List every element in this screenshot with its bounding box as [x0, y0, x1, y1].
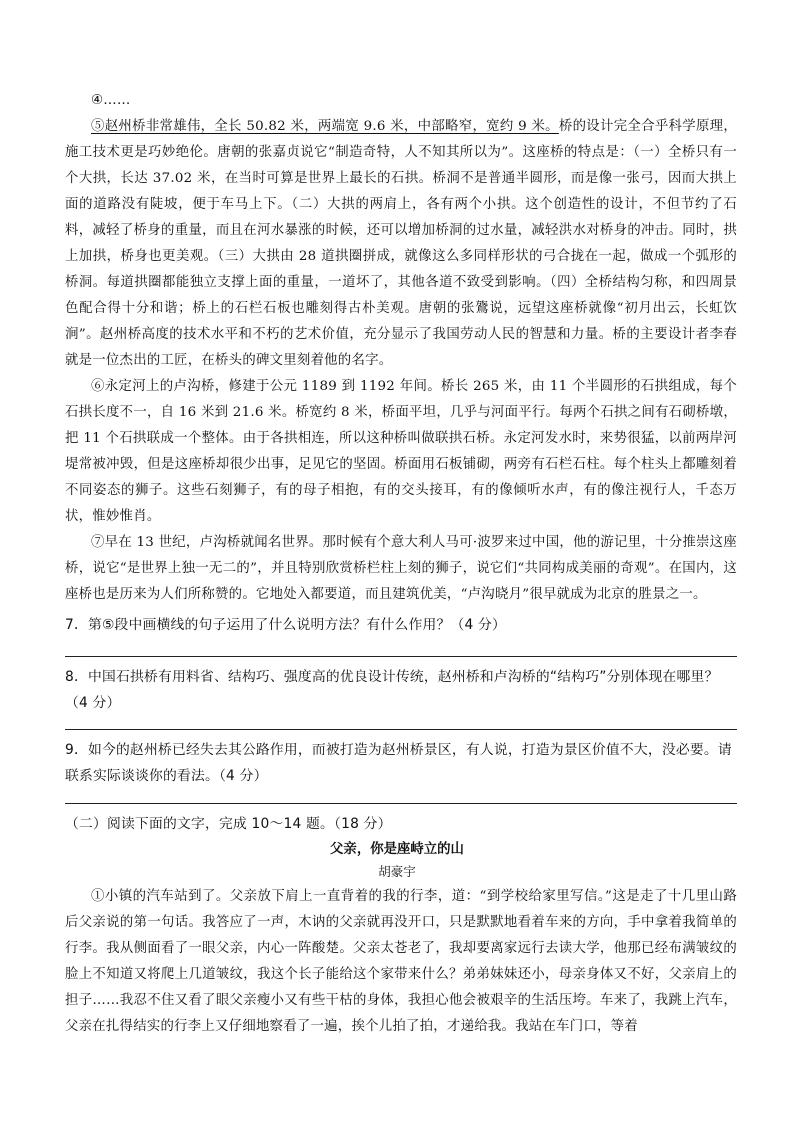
- question-9: 9．如今的赵州桥已经失去其公路作用，而被打造为赵州桥景区，有人说，打造为景区价值不大，没必要。请联系实际谈谈你的看法。（4 分）: [65, 742, 732, 784]
- article-title: 父亲，你是座峙立的山: [330, 841, 464, 857]
- paragraph-4: ④……: [91, 93, 131, 108]
- answer-line-8[interactable]: [65, 729, 737, 730]
- paragraph-5: [65, 114, 737, 374]
- passage-two: [65, 884, 737, 1040]
- paragraph-7: ⑦早在 13 世纪，卢沟桥就闻名世界。那时候有个意大利人马可·波罗来过中国，他的游记里，十分推崇这座桥，说它“是世界上独一无二的”，并且特别欣赏桥栏柱上刻的狮子，说它们“共同构成美丽的奇观”。在国内，这座桥也是历来为人们所称赞的。它地处入都要道，而且建筑优美，“卢沟晓月”很早就成为北京的胜景之一。: [65, 535, 737, 602]
- article-author: 胡豪宇: [378, 864, 416, 879]
- underlined-sentence: ⑤赵州桥非常雄伟，全长 50.82 米，两端宽 9.6 米，中部略窄，宽约 9 米。: [91, 119, 559, 134]
- paragraph-5-rest: 桥的设计完全合乎科学原理，施工技术更是巧妙绝伦。唐朝的张嘉贞说它“制造奇特，人不知其所以为”。这座桥的特点是：（一）全桥只有一个大拱，长达 37.02 米，在当时可算是世界上最长的石拱。桥洞不是普通半圆形，而是像一张弓，因而大拱上面的道路没有陡坡，便于车马上下。（二）大拱的两肩上，各有两个小拱。这个创造性的设计，不但节约了石料，减轻了桥身的重量，而且在河水暴涨的时候，还可以增加桥洞的过水量，减轻洪水对桥身的冲击。同时，拱上加拱，桥身也更美观。（三）大拱由 28 道拱圈拼成，就像这么多同样形状的弓合拢在一起，做成一个弧形的桥洞。每道拱圈都能独立支撑上面的重量，一道坏了，其他各道不致受到影响。（四）全桥结构匀称，和四周景色配合得十分和谐；桥上的石栏石板也雕刻得古朴美观。唐朝的张鷟说，远望这座桥就像“初月出云，长虹饮涧”。赵州桥高度的技术水平和不朽的艺术价值，充分显示了我国劳动人民的智慧和力量。桥的主要设计者李春就是一位杰出的工匠，在桥头的碑文里刻着他的名字。: [65, 119, 738, 368]
- question-7: 7．第⑤段中画横线的句子运用了什么说明方法？有什么作用？（4 分）: [65, 617, 507, 633]
- passage-one: [65, 88, 737, 608]
- answer-line-7[interactable]: [65, 656, 737, 657]
- question-8: 8．中国石拱桥有用料省、结构巧、强度高的优良设计传统，赵州桥和卢沟桥的“结构巧”分别体现在哪里？（4 分）: [65, 669, 719, 711]
- answer-line-9[interactable]: [65, 803, 737, 804]
- section-two-heading: （二）阅读下面的文字，完成 10～14 题。（18 分）: [65, 816, 392, 832]
- article-paragraph-1: ①小镇的汽车站到了。父亲放下肩上一直背着的我的行李，道：“到学校给家里写信。”这是走了十几里山路后父亲说的第一句话。我答应了一声，木讷的父亲就再没开口，只是默默地看着车来的方向，手中拿着我简单的行李。我从侧面看了一眼父亲，内心一阵酸楚。父亲太苍老了，我却要离家远行去读大学，他那已经布满皱纹的脸上不知道又将爬上几道皱纹，我这个长子能给这个家带来什么？弟弟妹妹还小，母亲身体又不好，父亲肩上的担子……我忍不住又看了眼父亲瘦小又有些干枯的身体，我担心他会被艰辛的生活压垮。车来了，我跳上汽车，父亲在扎得结实的行李上又仔细地察看了一遍，挨个儿拍了拍，才递给我。我站在车门口，等着: [65, 889, 737, 1034]
- paragraph-6: ⑥永定河上的卢沟桥，修建于公元 1189 到 1192 年间。桥长 265 米，由 11 个半圆形的石拱组成，每个石拱长度不一，自 16 米到 21.6 米。桥宽约 8 米，桥面平坦，几乎与河面平行。每两个石拱之间有石砌桥墩，把 11 个石拱联成一个整体。由于各拱相连，所以这种桥叫做联拱石桥。永定河发水时，来势很猛，以前两岸河堤常被冲毁，但是这座桥却很少出事，足见它的坚固。桥面用石板铺砌，两旁有石栏石柱。每个柱头上都雕刻着不同姿态的狮子。这些石刻狮子，有的母子相抱，有的交头接耳，有的像倾听水声，有的像注视行人，千态万状，惟妙惟肖。: [65, 379, 737, 524]
